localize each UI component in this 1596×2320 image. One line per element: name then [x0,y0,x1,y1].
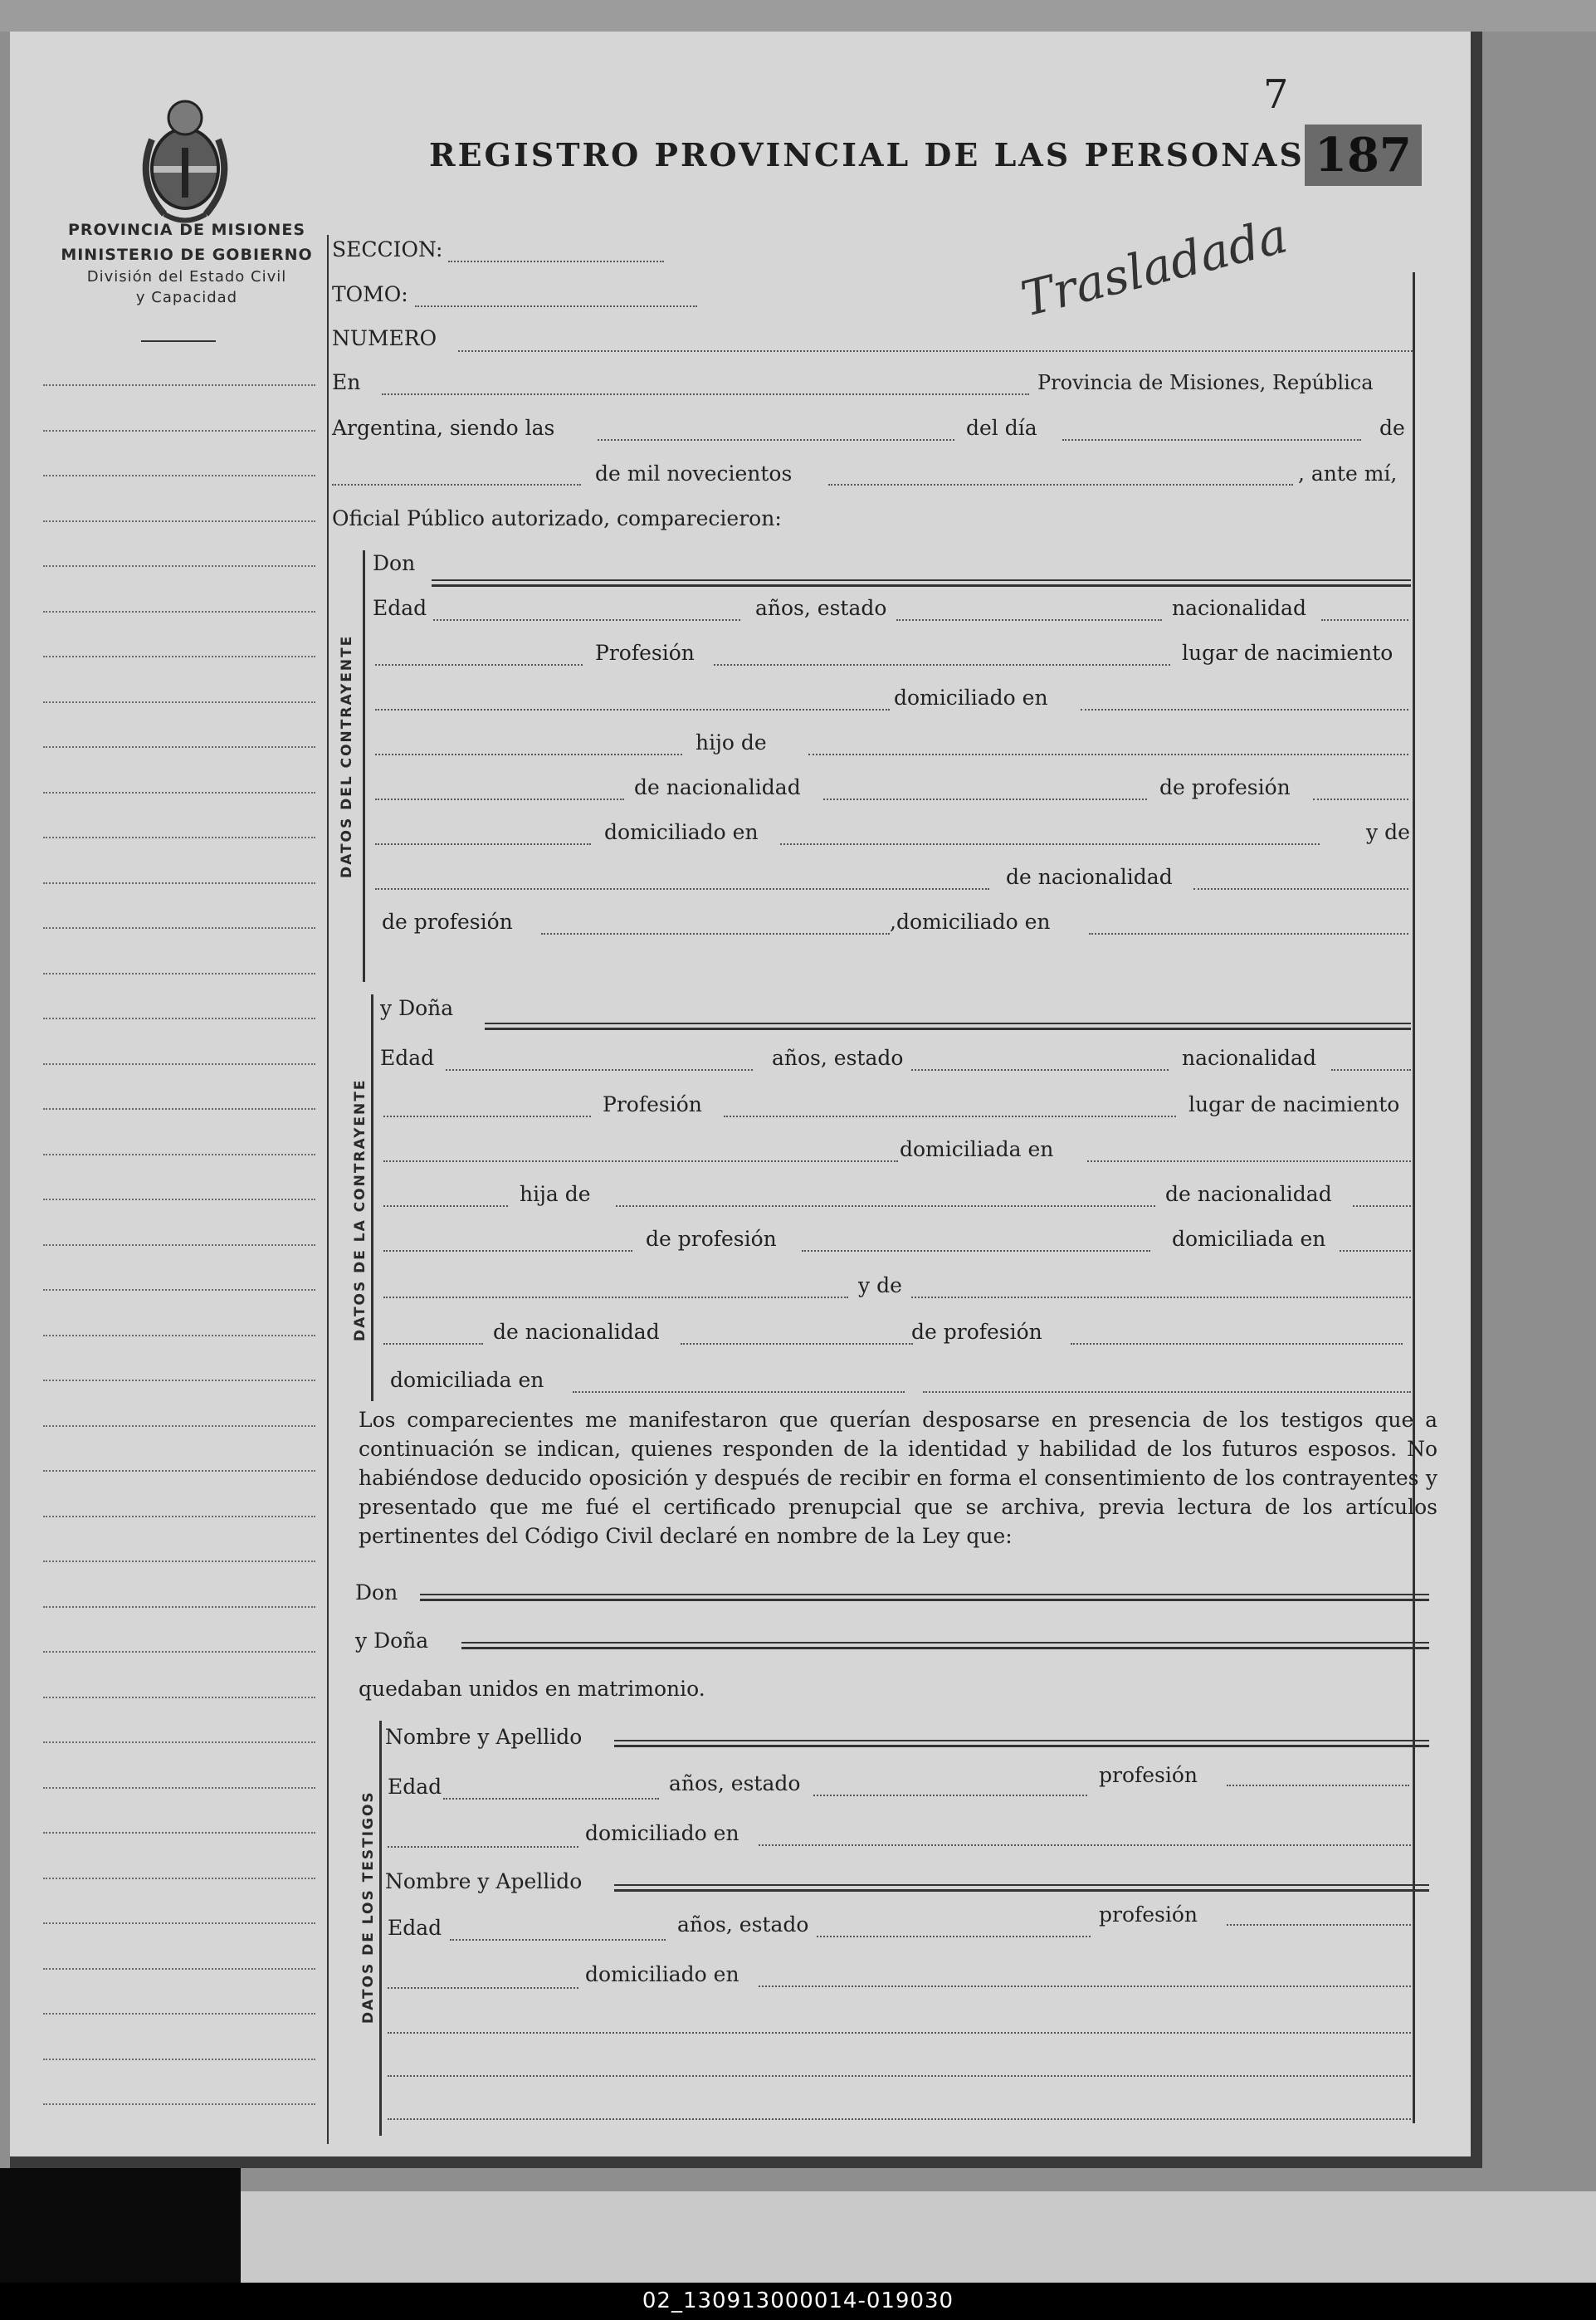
margin-line [43,973,315,974]
margin-line [43,1289,315,1291]
lugar-field [375,709,890,711]
anos-estado4-label: años, estado [677,1912,809,1937]
dona-field [485,1023,1411,1024]
coma-domiciliado-label: ,domiciliado en [890,910,1051,934]
seccion-label: SECCION: [332,237,443,261]
extra-line-2 [388,2075,1411,2077]
header-capacity: y Capacidad [135,289,238,306]
madre3b-field [383,1343,483,1345]
t1-extra-field [388,1846,578,1848]
contrayente-side-label: DATOS DEL CONTRAYENTE [339,634,355,878]
edad4-field [450,1939,666,1941]
de-nacionalidad3-label: de nacionalidad [1165,1182,1332,1206]
testigo2-field-double [614,1889,1429,1892]
don-field [432,579,1411,581]
declaration-paragraph: Los comparecientes me manifestaron que querían desposarse en presencia de los testigos que a continuación se indican, quienes responden de la identidad y habilidad de los futuros esposos. No habiéndose deducido oposición y después de recibir en forma el consentimiento de los contrayentes y presentado que me fué el certificado prenupcial que se archiva, previa lectura de los artículos pertinentes del Código Civil declaré en nombre de la Ley que: [359,1408,1437,1548]
hora-field [598,439,954,441]
coat-of-arms-icon [131,90,239,239]
domiciliado2-label: domiciliado en [604,820,759,844]
margin-line [43,520,315,522]
en-field [382,393,1029,395]
testigos-bracket [379,1721,382,2136]
hijo-de-label: hijo de [696,730,767,755]
margin-line [43,1741,315,1743]
y-dona2-label: y Doña [355,1629,429,1653]
margin-line [43,792,315,794]
de-profesion3-label: de profesión [646,1227,777,1251]
padre-nac-field [823,799,1147,800]
margin-line [43,430,315,432]
dona-field-double [485,1028,1411,1030]
margin-line [43,2013,315,2015]
margin-line [43,1018,315,1019]
numero-label: NUMERO [332,326,437,350]
lugar2-field [383,1160,898,1162]
margin-line [43,1922,315,1924]
margin-line [43,475,315,476]
madre-nac-field [1193,888,1408,890]
margin-line [43,1425,315,1427]
header-province: PROVINCIA DE MISIONES [67,221,306,239]
margin-line [43,1651,315,1653]
lugar-nacimiento-label: lugar de nacimiento [1182,641,1393,665]
de-label: de [1379,416,1405,440]
madre3-nac-field [681,1343,913,1345]
estado3-field [813,1795,1087,1796]
don2-field [420,1594,1429,1595]
edad3-field [443,1798,659,1800]
dia-field [1062,439,1361,441]
oficial-text: Oficial Público autorizado, comparecieron: [332,506,782,530]
margin-line [43,1108,315,1110]
t1-dom-field [759,1844,1411,1846]
y-de-label: y de [1366,820,1410,844]
padre-dom-field [780,843,1320,845]
don-label: Don [373,551,416,575]
seccion-field [448,261,664,262]
margin-line [43,1380,315,1381]
margin-line [43,1063,315,1065]
domiciliado4-label: domiciliado en [585,1962,739,1986]
register-page [10,32,1482,2168]
madre-dom-field [1089,933,1408,935]
nacionalidad2-label: nacionalidad [1182,1046,1316,1070]
edad3-label: Edad [388,1775,442,1799]
margin-divider [327,235,329,2144]
nac-cont-field [375,664,583,666]
margin-line [43,1470,315,1472]
margin-line [43,565,315,567]
margin-line [43,1606,315,1608]
margin-line [43,2059,315,2060]
margin-line [43,882,315,884]
profesion2-label: Profesión [603,1092,702,1116]
domicilio2-field [375,754,682,755]
y-dona-label: y Doña [380,996,454,1020]
t2-extra-field [388,1987,578,1989]
margin-line [43,1697,315,1698]
estado4-field [817,1936,1091,1937]
y-de2-label: y de [858,1273,902,1297]
madre3-dom2-field [923,1391,1411,1393]
domiciliada-label: domiciliada en [900,1137,1054,1161]
numero-field [458,350,1413,352]
dona2-field [461,1642,1429,1644]
don2-field-double [420,1599,1429,1601]
anos-estado-label: años, estado [755,596,887,620]
margin-line [43,1335,315,1336]
domiciliado-label: domiciliado en [894,686,1048,710]
margin-line [43,656,315,657]
page-title: REGISTRO PROVINCIAL DE LAS PERSONAS [429,136,1305,173]
madre-prof-field [541,933,890,935]
domicilio4-field [383,1205,508,1207]
de-profesion2-label: de profesión [382,910,513,934]
nac-conta-field [383,1116,591,1117]
page-number: 7 [1263,71,1289,118]
domiciliada2-label: domiciliada en [1172,1227,1326,1251]
padre2-field [375,799,624,800]
dona2-field-double [461,1647,1429,1649]
edad2-field [446,1069,753,1071]
edad-label: Edad [373,596,427,620]
edad2-label: Edad [380,1046,435,1070]
estado-field [896,619,1162,621]
domicilio3-field [1087,1160,1411,1162]
padre3-dom2-field [383,1297,848,1298]
edad4-label: Edad [388,1916,442,1940]
folio-stamp: 187 [1305,125,1422,186]
de-nacionalidad-label: de nacionalidad [634,775,801,799]
margin-line [43,837,315,838]
lugar-nacimiento2-label: lugar de nacimiento [1188,1092,1400,1116]
don2-label: Don [355,1580,398,1604]
hija-de-label: hija de [520,1182,591,1206]
contrayenta-side-label: DATOS DE LA CONTRAYENTE [352,1078,368,1341]
margin-line [43,1244,315,1246]
header-underline [141,340,216,342]
padre3-field [616,1205,1155,1207]
nacionalidad-label: nacionalidad [1172,596,1306,620]
profesion4-field [1227,1924,1411,1926]
binding-shadow [0,2168,241,2284]
tomo-field [415,305,697,307]
contrayente-bracket [363,550,365,982]
margin-line [43,1878,315,1879]
padre3b-field [383,1250,632,1252]
anio-field [828,484,1293,486]
quedaban-text: quedaban unidos en matrimonio. [359,1677,705,1701]
del-dia-label: del día [966,416,1037,440]
nombre-apellido2-label: Nombre y Apellido [385,1869,583,1893]
extra-line-3 [388,2118,1411,2120]
madre3-field [911,1297,1411,1298]
madre3-prof-field [1071,1343,1403,1345]
margin-line [43,1787,315,1789]
profesion4-label: profesión [1099,1902,1198,1927]
domicilio-field [1081,709,1408,711]
top-edge [0,0,1596,32]
margin-line [43,1516,315,1517]
estado2-field [911,1069,1169,1071]
margin-line [43,2103,315,2105]
argentina-text: Argentina, siendo las [332,416,555,440]
header-division: División del Estado Civil [86,268,287,286]
margin-line [43,1832,315,1834]
de-profesion4-label: de profesión [911,1320,1042,1344]
novecientos-text: de mil novecientos [595,462,793,486]
provincia-text: Provincia de Misiones, República [1037,371,1374,394]
edad-field [433,619,740,621]
testigo1-field-double [614,1745,1429,1747]
t2-dom-field [759,1985,1411,1987]
nacionalidad2-field [1331,1069,1411,1071]
profesion3-label: profesión [1099,1763,1198,1787]
testigos-side-label: DATOS DE LOS TESTIGOS [360,1790,377,2024]
profesion-field [714,664,1170,666]
madre3-dom-field [573,1391,905,1393]
margin-line [43,1561,315,1562]
ante-mi-text: , ante mí, [1298,462,1398,486]
margin-line [43,1199,315,1200]
testigo1-field [614,1740,1429,1741]
de-nacionalidad4-label: de nacionalidad [493,1320,660,1344]
testigo2-field [614,1884,1429,1886]
nacionalidad-field [1321,619,1408,621]
padre3-prof-field [802,1250,1150,1252]
don-field-double [432,584,1411,587]
padre-prof2-field [375,843,591,845]
profesion3-field [1227,1785,1409,1786]
de-nacionalidad2-label: de nacionalidad [1006,865,1173,889]
tomo-label: TOMO: [332,282,408,306]
anos-estado3-label: años, estado [669,1771,801,1795]
header-ministry: MINISTERIO DE GOBIERNO [61,246,313,264]
contrayenta-bracket [371,994,373,1401]
margin-line [43,1154,315,1155]
margin-line [43,701,315,703]
padre-prof-field [1313,799,1408,800]
margin-line [43,611,315,613]
image-filename: 02_130913000014-019030 [642,2288,954,2313]
nombre-apellido-label: Nombre y Apellido [385,1725,583,1749]
profesion-label: Profesión [595,641,695,665]
de-profesion-label: de profesión [1159,775,1291,799]
extra-line-1 [388,2032,1411,2034]
right-border [1413,272,1415,2123]
padre-field [808,754,1408,755]
signature: Trasladada [1015,207,1293,328]
padre3-dom-field [1340,1250,1411,1252]
margin-line [43,746,315,748]
profesion2-field [724,1116,1176,1117]
en-label: En [332,370,361,394]
padre3-nac-field [1353,1205,1411,1207]
margin-line [43,384,315,386]
anos-estado2-label: años, estado [772,1046,904,1070]
domiciliada3-label: domiciliada en [390,1368,544,1392]
margin-line [43,1968,315,1970]
madre-field [375,888,989,890]
margin-line [43,927,315,929]
mes-field [332,484,581,486]
domiciliado3-label: domiciliado en [585,1821,739,1845]
